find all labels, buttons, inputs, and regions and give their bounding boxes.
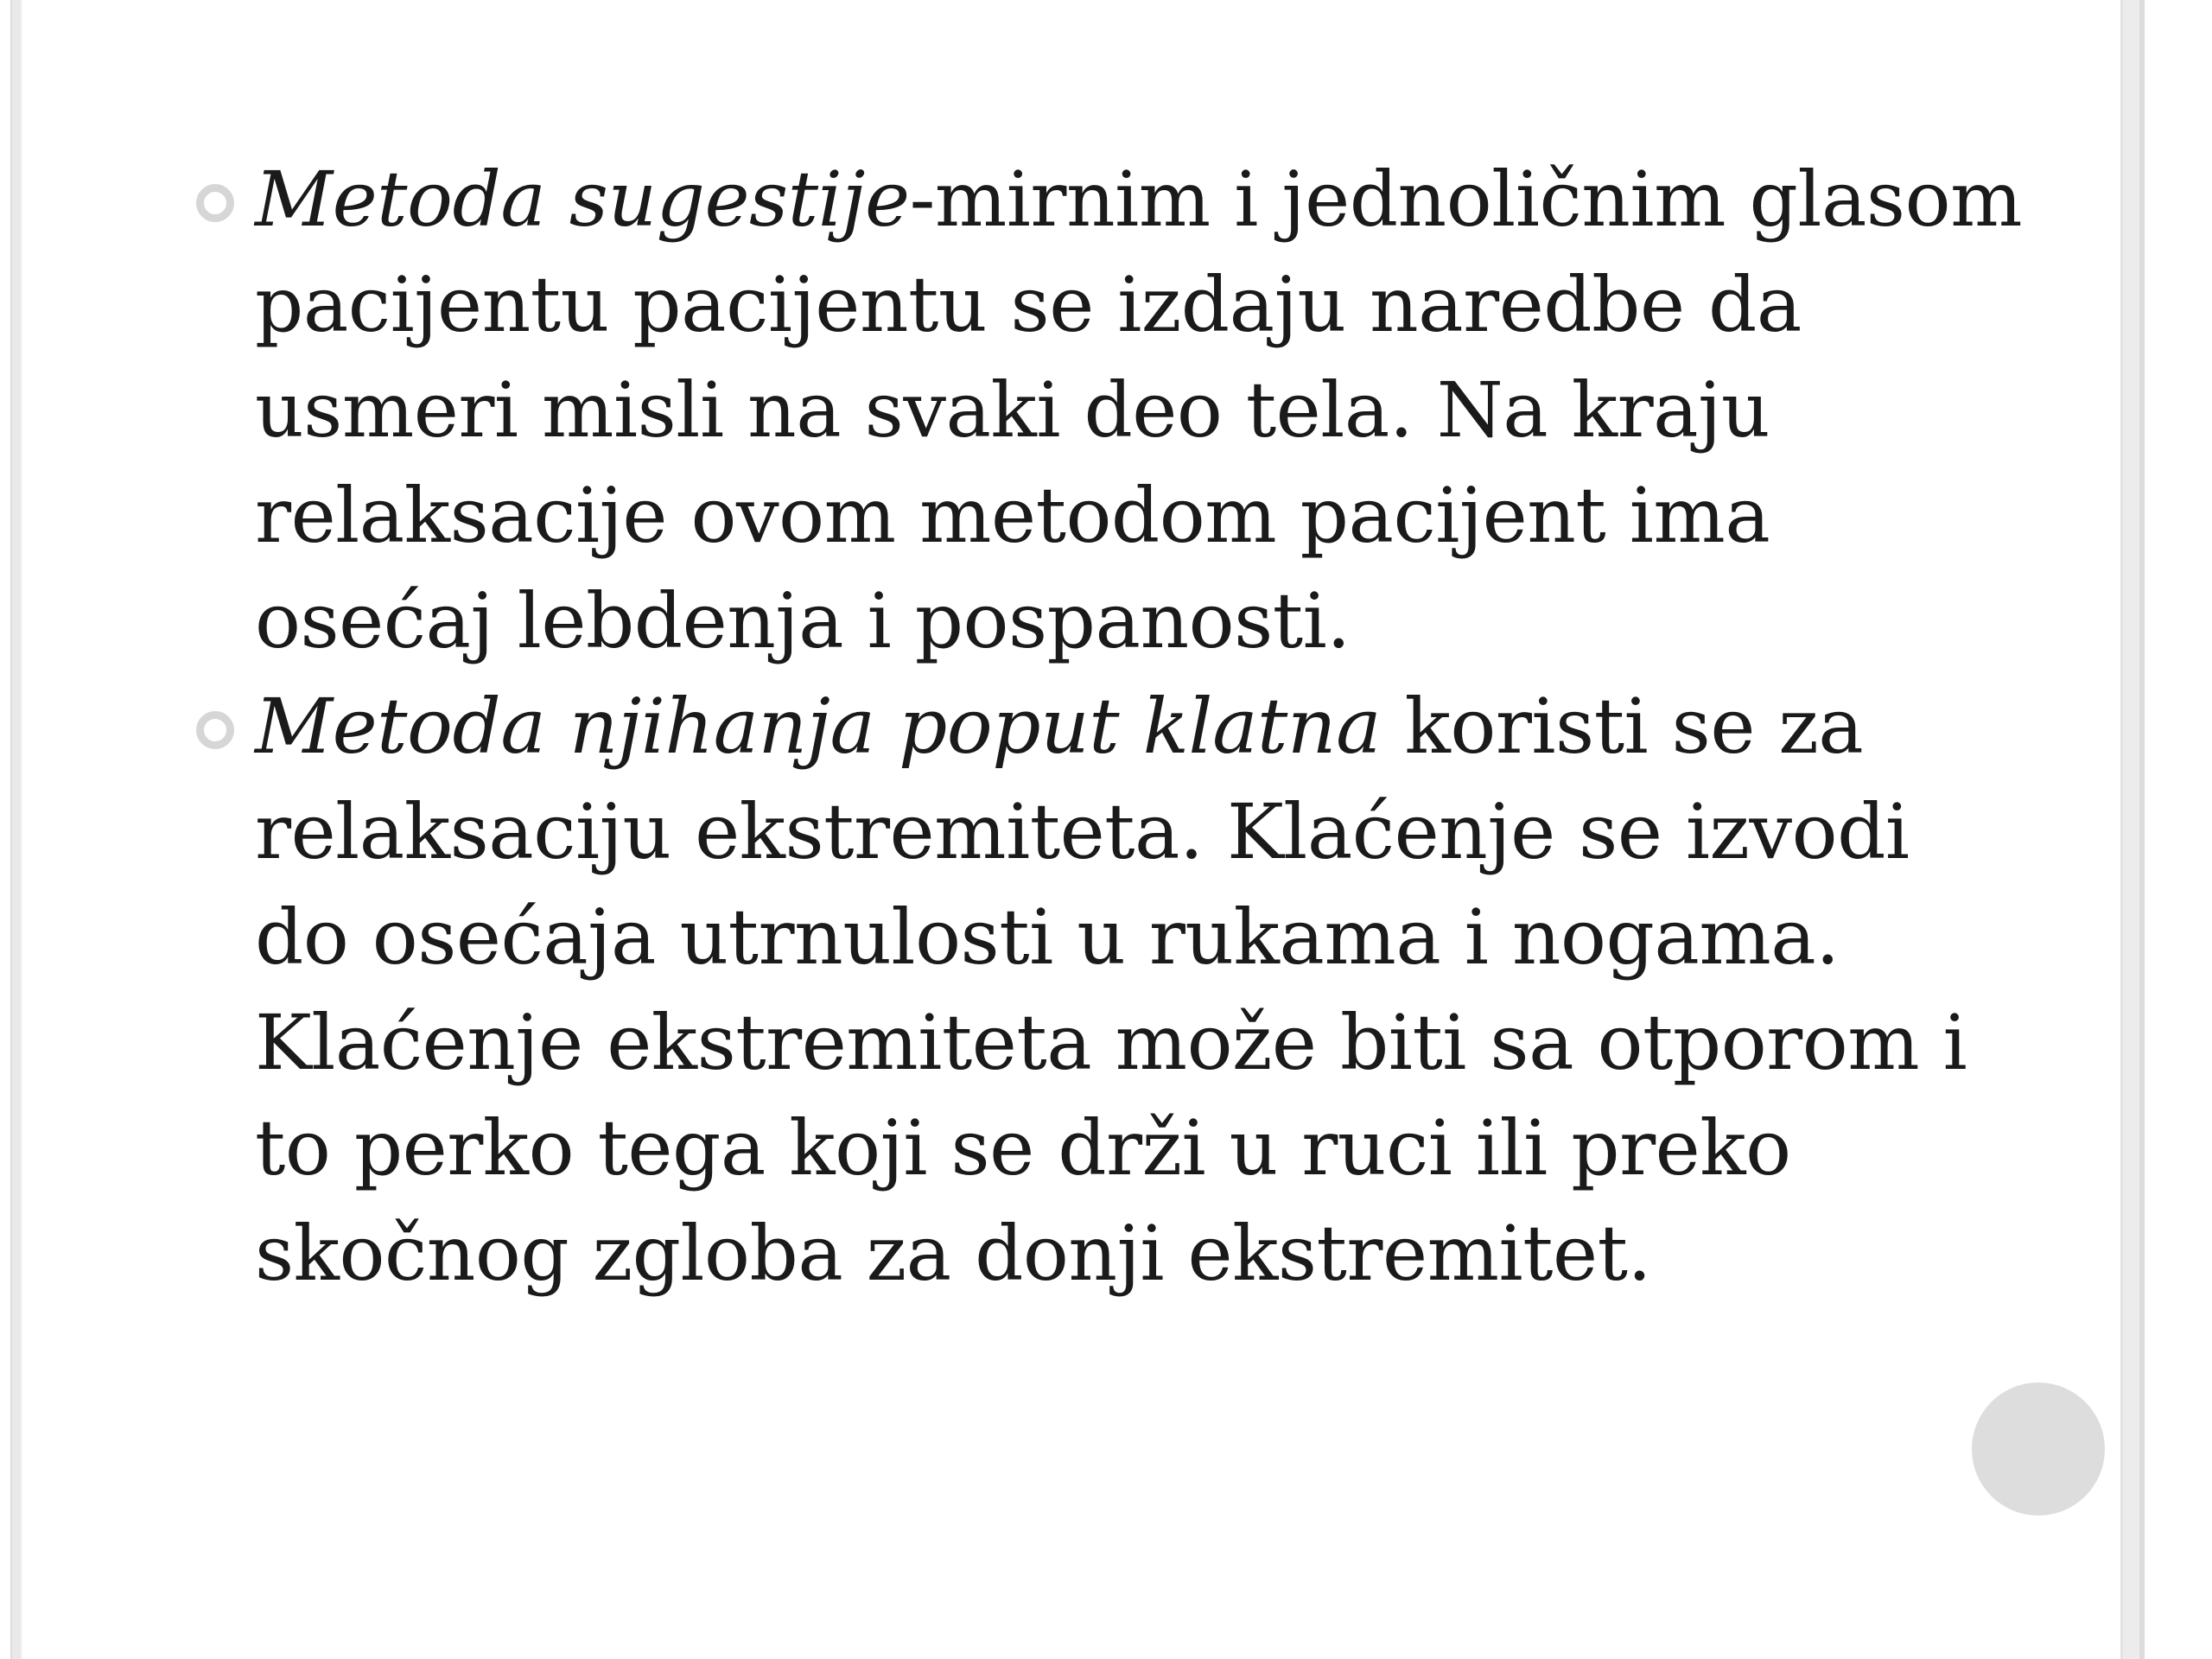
bullet-item: [186, 147, 2026, 674]
slide-content: [186, 147, 2026, 1306]
bullet-item: [186, 674, 2026, 1306]
slide-frame-right-inner: [2120, 0, 2139, 1659]
slide-nav-circle-icon[interactable]: [1972, 1382, 2105, 1516]
slide-frame-left: [10, 0, 22, 1659]
slide-frame-right: [2139, 0, 2145, 1659]
bullet-italic-term: Metoda sugestije: [255, 155, 910, 244]
bullet-body: -mirnim i jednoličnim glasom pacijentu pacijentu se izdaju naredbe da usmeri misli na svaki deo tela. Na kraju relaksacije ovom metodom pacijent ima osećaj lebdenja i pospanosti.: [255, 155, 2023, 665]
bullet-circle-icon: [196, 711, 234, 749]
bullet-body: koristi se za relaksaciju ekstremiteta. Klaćenje se izvodi do osećaja utrnulosti u rukama i nogama. Klaćenje ekstremiteta može biti sa otporom i to perko tega koji se drži u ruci ili preko skočnog zgloba za donji ekstremitet.: [255, 682, 1967, 1298]
bullet-circle-icon: [196, 184, 234, 222]
bullet-italic-term: Metoda njihanja poput klatna: [255, 682, 1382, 771]
bullet-text: [255, 155, 2022, 665]
bullet-text: [255, 682, 1967, 1298]
